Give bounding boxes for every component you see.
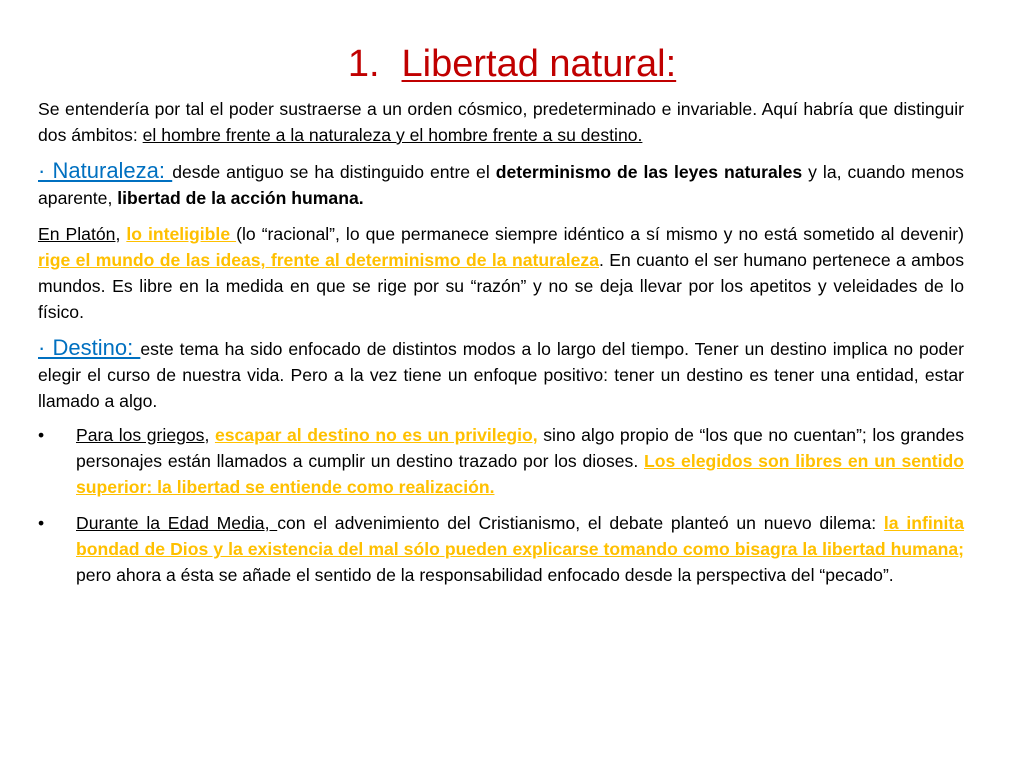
platon-text-3: . En cuanto el ser humano pertenece a ambos mundos. Es libre en la medida en que se rige por su “razón” y no se deja llevar por los apetitos y veleidades de lo físico. bbox=[38, 250, 964, 322]
platon-paragraph bbox=[38, 221, 964, 325]
platon-highlight-2: rige el mundo de las ideas, frente al determinismo de la naturaleza bbox=[38, 250, 599, 270]
naturaleza-text-1: desde antiguo se ha distinguido entre el bbox=[172, 162, 496, 182]
destino-paragraph bbox=[38, 335, 964, 414]
naturaleza-bold-1: determinismo de las leyes naturales bbox=[495, 162, 803, 182]
bullet-edad-media-lead: Durante la Edad Media, bbox=[76, 513, 278, 533]
platon-text-1: , bbox=[115, 224, 127, 244]
platon-highlight-1: lo inteligible bbox=[126, 224, 237, 244]
bullet-griegos-lead: Para los griegos bbox=[76, 425, 205, 445]
bullet-edad-media-text-2: pero ahora a ésta se añade el sentido de la responsabilidad enfocado desde la perspectiva del “pecado”. bbox=[76, 565, 894, 585]
slide-title bbox=[0, 40, 1024, 88]
bullet-marker: • bbox=[38, 513, 45, 533]
bullet-item-edad-media bbox=[38, 510, 964, 588]
bullet-griegos-highlight-1: escapar al destino no es un privilegio, bbox=[214, 425, 538, 445]
bullet-item-griegos bbox=[38, 422, 964, 500]
intro-underlined: el hombre frente a la naturaleza y el hombre frente a su destino. bbox=[142, 125, 643, 145]
platon-author: En Platón bbox=[38, 224, 116, 244]
destino-heading: · Destino: bbox=[38, 335, 141, 360]
bullet-list bbox=[38, 422, 964, 588]
intro-sentence: Se entendería por tal el poder sustraerse a un orden cósmico, predeterminado e invariable. Aquí habría que distinguir dos ámbitos: bbox=[38, 99, 964, 145]
bullet-griegos-text-1: , bbox=[204, 425, 215, 445]
naturaleza-bold-2: libertad de la acción humana. bbox=[117, 188, 364, 208]
title-number: 1. bbox=[347, 43, 380, 85]
bullet-marker: • bbox=[38, 425, 45, 445]
naturaleza-text-2: y la, cuando menos aparente, bbox=[38, 162, 964, 208]
bullet-edad-media-text-1: con el advenimiento del Cristianismo, el debate planteó un nuevo dilema: bbox=[277, 513, 884, 533]
platon-text-2: (lo “racional”, lo que permanece siempre idéntico a sí mismo y no está sometido al devenir) bbox=[236, 224, 964, 244]
destino-text: este tema ha sido enfocado de distintos modos a lo largo del tiempo. Tener un destino implica no poder elegir el curso de nuestra vida. Pero a la vez tiene un enfoque positivo: tener un destino es tener una entidad, estar llamado a algo. bbox=[38, 339, 964, 411]
bullet-griegos-highlight-2: Los elegidos son libres en un sentido superior: la libertad se entiende como realización. bbox=[76, 451, 965, 497]
bullet-griegos-text-2: sino algo propio de “los que no cuentan”; los grandes personajes están llamados a cumplir un destino trazado por los dioses. bbox=[76, 425, 965, 471]
slide-body bbox=[38, 96, 964, 588]
bullet-edad-media-highlight-1: la infinita bondad de Dios y la existencia del mal sólo pueden explicarse tomando como bisagra la libertad humana; bbox=[76, 513, 964, 559]
intro-paragraph bbox=[38, 96, 964, 148]
naturaleza-heading: · Naturaleza: bbox=[38, 158, 173, 183]
title-text: Libertad natural: bbox=[401, 43, 677, 85]
naturaleza-paragraph bbox=[38, 158, 964, 211]
